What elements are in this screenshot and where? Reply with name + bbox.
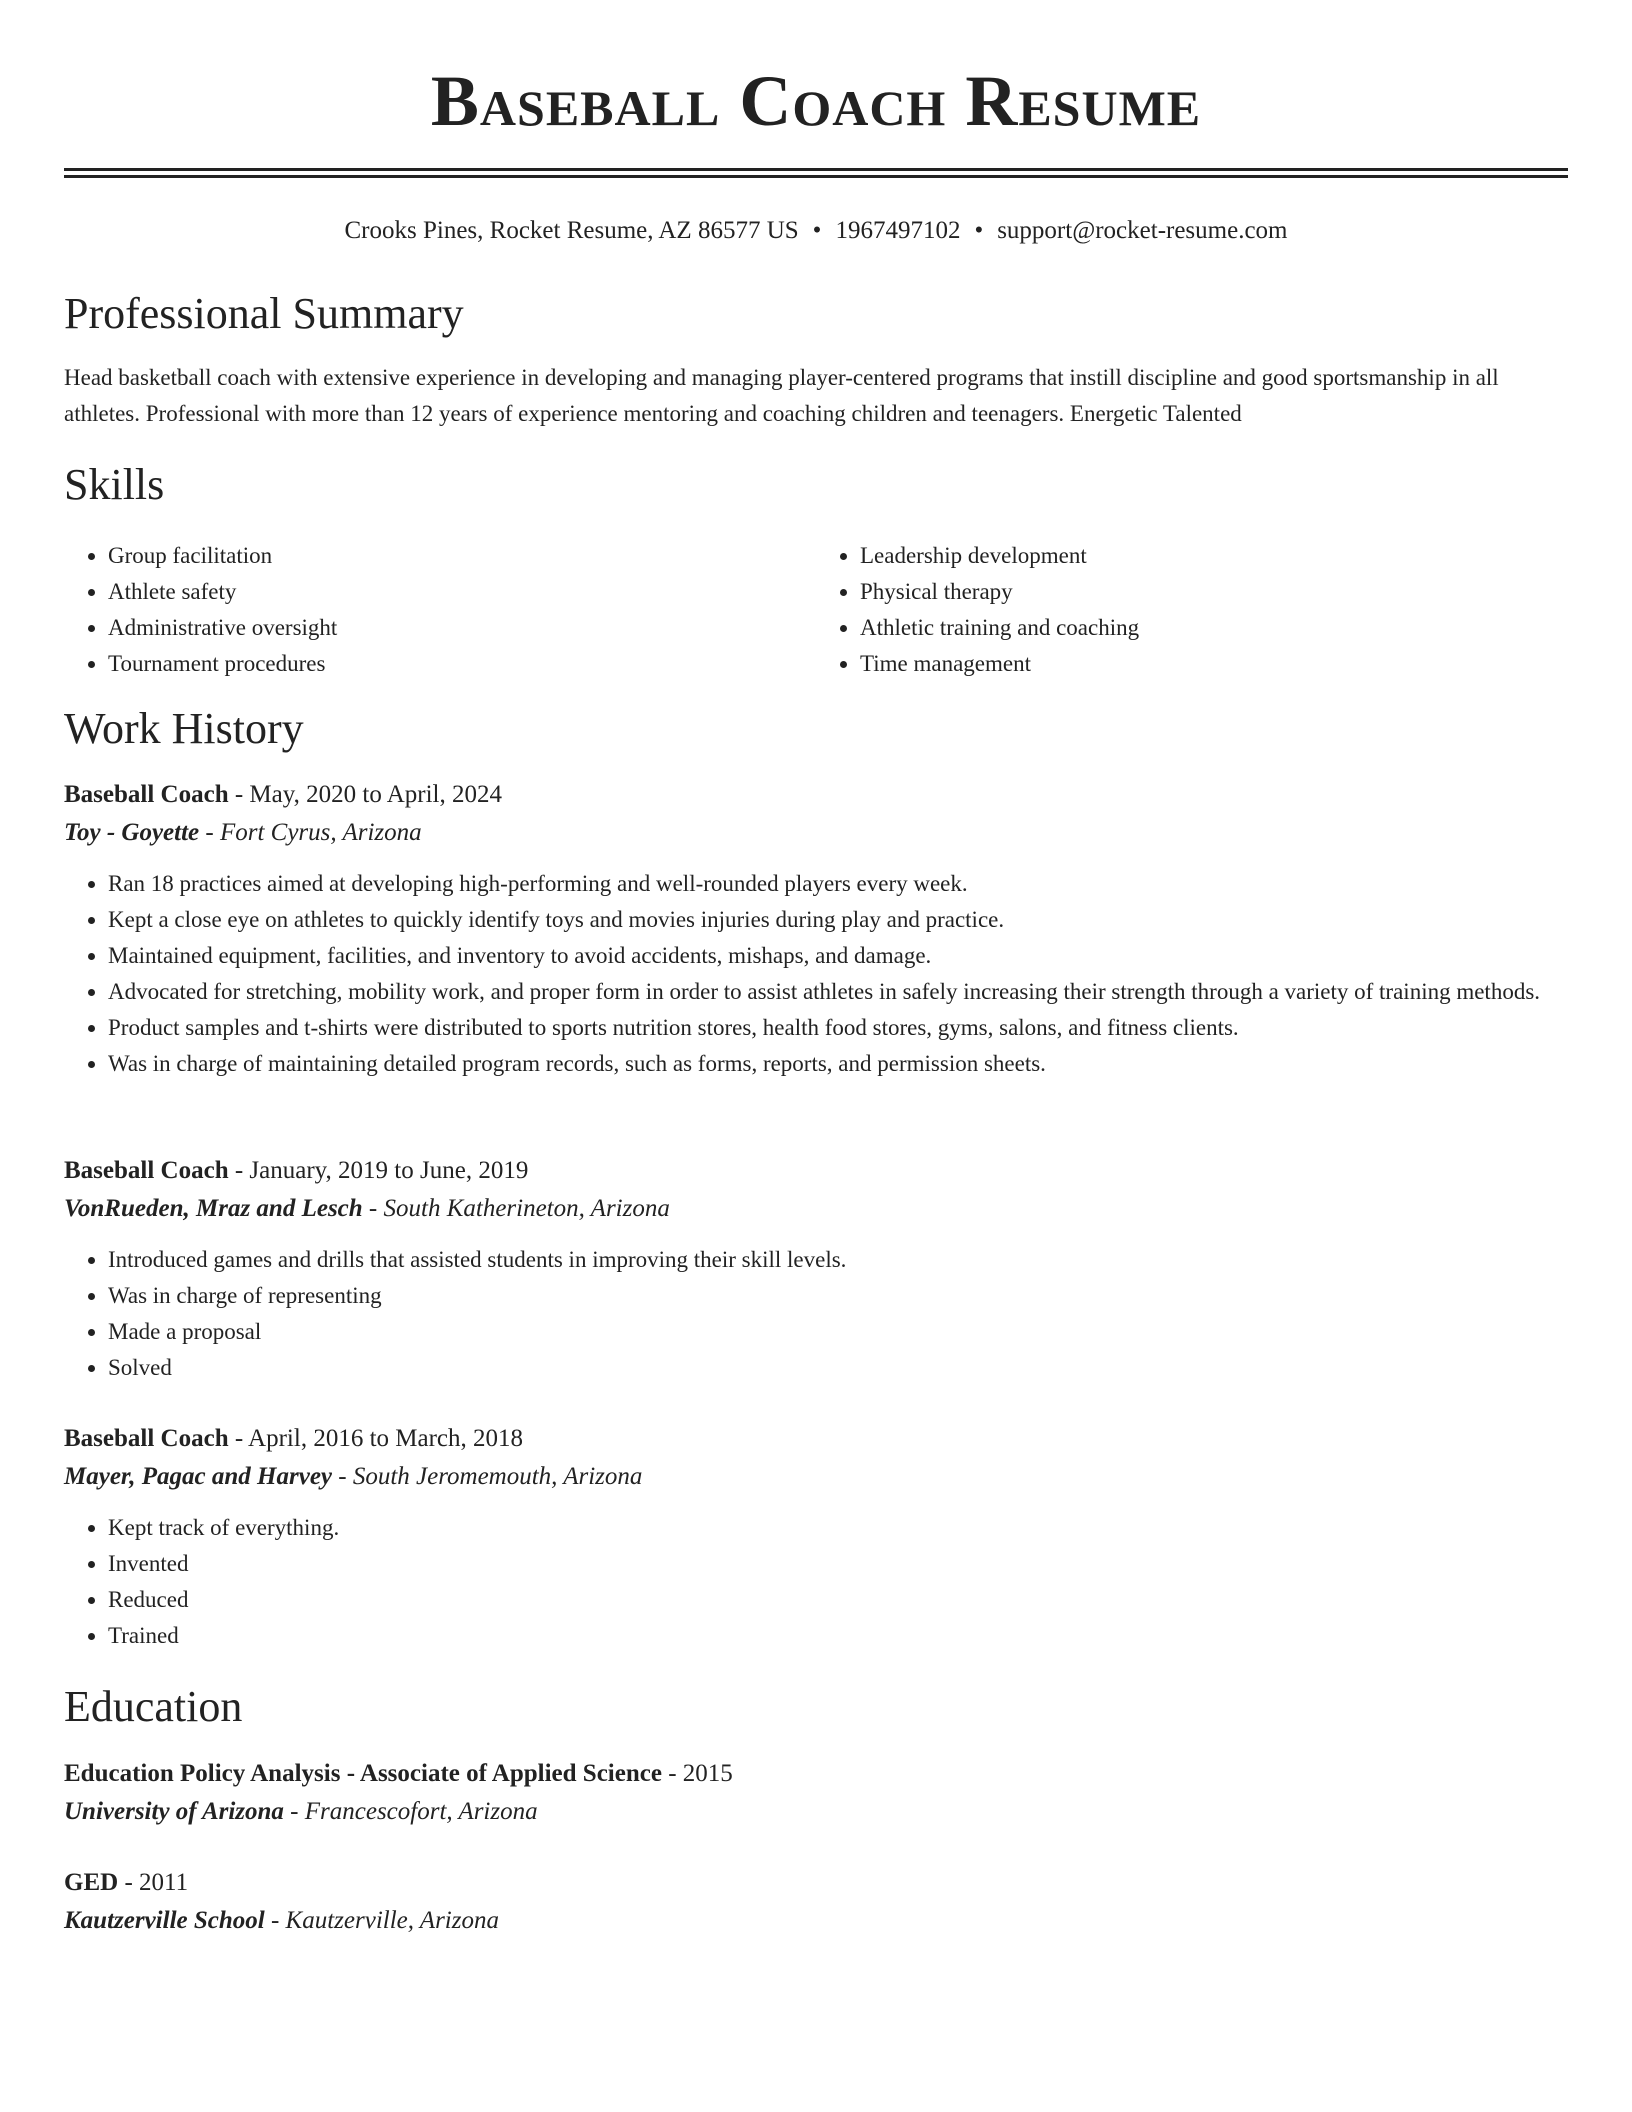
education-degree: GED xyxy=(64,1869,119,1896)
job-bullet: • Advocated for stretching, mobility work, and proper form in order to assist athletes in safely increasing their strength through a variety of training methods. xyxy=(108,974,1568,1010)
job-location: - Fort Cyrus, Arizona xyxy=(199,819,422,846)
education-school-line xyxy=(64,1902,1568,1940)
job-company-line xyxy=(64,1458,1568,1496)
job-bullet: • Ran 18 practices aimed at developing high-performing and well-rounded players every week. xyxy=(108,866,1568,902)
education-degree-line xyxy=(64,1755,1568,1793)
job-location: - South Jeromemouth, Arizona xyxy=(332,1463,643,1490)
education-year: - 2011 xyxy=(118,1869,189,1896)
contact-separator: • xyxy=(812,217,822,244)
job-bullet: • Solved xyxy=(108,1350,1568,1386)
job-entry xyxy=(64,776,1568,1082)
education-school: Kautzerville School xyxy=(64,1907,265,1934)
skill-item: • Administrative oversight xyxy=(108,610,816,646)
contact-email: support@rocket-resume.com xyxy=(997,217,1288,244)
job-bullet: • Kept track of everything. xyxy=(108,1510,1568,1546)
skills-columns xyxy=(64,538,1568,682)
education-entry xyxy=(64,1755,1568,1831)
resume-page xyxy=(64,0,1568,1934)
job-dates: - April, 2016 to March, 2018 xyxy=(228,1425,524,1452)
job-title: Baseball Coach xyxy=(64,1157,229,1184)
title-rule-top xyxy=(64,168,1568,171)
job-bullet: • Was in charge of representing xyxy=(108,1278,1568,1314)
job-company: Mayer, Pagac and Harvey xyxy=(64,1463,333,1490)
education-school-line xyxy=(64,1793,1568,1831)
skills-left-list xyxy=(64,538,816,682)
skill-item: • Physical therapy xyxy=(860,574,1568,610)
job-title-line xyxy=(64,1152,1568,1190)
skill-item: • Athlete safety xyxy=(108,574,816,610)
job-dates: - May, 2020 to April, 2024 xyxy=(228,781,502,808)
summary-heading: Professional Summary xyxy=(64,289,464,338)
job-title-line xyxy=(64,776,1568,814)
title-rule-bottom xyxy=(64,175,1568,178)
skill-item: • Tournament procedures xyxy=(108,646,816,682)
education-location: - Francescofort, Arizona xyxy=(283,1798,538,1825)
job-bullet: • Made a proposal xyxy=(108,1314,1568,1350)
skill-item: • Athletic training and coaching xyxy=(860,610,1568,646)
job-bullet: • Invented xyxy=(108,1546,1568,1582)
job-bullet: • Maintained equipment, facilities, and inventory to avoid accidents, mishaps, and damage. xyxy=(108,938,1568,974)
work-heading: Work History xyxy=(64,704,304,753)
skills-heading: Skills xyxy=(64,460,165,509)
job-dates: - January, 2019 to June, 2019 xyxy=(228,1157,529,1184)
job-company: VonRueden, Mraz and Lesch xyxy=(64,1195,363,1222)
job-company: Toy - Goyette xyxy=(64,819,200,846)
education-year: - 2015 xyxy=(661,1760,733,1787)
job-company-line xyxy=(64,1190,1568,1228)
job-bullets xyxy=(64,1510,1568,1654)
contact-phone: 1967497102 xyxy=(835,217,961,244)
job-bullet: • Reduced xyxy=(108,1582,1568,1618)
job-bullet: • Kept a close eye on athletes to quickly identify toys and movies injuries during play and practice. xyxy=(108,902,1568,938)
education-entry xyxy=(64,1864,1568,1940)
education-degree-line xyxy=(64,1864,1568,1902)
contact-line xyxy=(64,216,1568,246)
summary-text: Head basketball coach with extensive experience in developing and managing player-centered programs that instill discipline and good sportsmanship in all athletes. Professional with more than 12 years of experience mentoring and coaching children and teenagers. Energetic Talented xyxy=(64,365,1499,426)
skill-item: • Leadership development xyxy=(860,538,1568,574)
job-bullet: • Introduced games and drills that assisted students in improving their skill levels. xyxy=(108,1242,1568,1278)
job-entry xyxy=(64,1152,1568,1386)
contact-address: Crooks Pines, Rocket Resume, AZ 86577 US xyxy=(344,217,799,244)
job-location: - South Katherineton, Arizona xyxy=(362,1195,670,1222)
job-title: Baseball Coach xyxy=(64,781,229,808)
education-location: - Kautzerville, Arizona xyxy=(264,1907,499,1934)
job-company-line xyxy=(64,814,1568,852)
job-bullets xyxy=(64,866,1568,1082)
contact-separator: • xyxy=(974,217,984,244)
job-title-line xyxy=(64,1420,1568,1458)
job-entry xyxy=(64,1420,1568,1654)
resume-title: Baseball Coach Resume xyxy=(430,61,1202,141)
job-bullet: • Trained xyxy=(108,1618,1568,1654)
job-bullets xyxy=(64,1242,1568,1386)
skills-right-list xyxy=(816,538,1568,682)
job-bullet: • Was in charge of maintaining detailed program records, such as forms, reports, and permission sheets. xyxy=(108,1046,1568,1082)
skill-item: • Time management xyxy=(860,646,1568,682)
education-heading: Education xyxy=(64,1682,243,1731)
education-degree: Education Policy Analysis - Associate of Applied Science xyxy=(64,1760,662,1787)
skill-item: • Group facilitation xyxy=(108,538,816,574)
job-title: Baseball Coach xyxy=(64,1425,229,1452)
education-school: University of Arizona xyxy=(64,1798,284,1825)
job-bullet: • Product samples and t-shirts were distributed to sports nutrition stores, health food stores, gyms, salons, and fitness clients. xyxy=(108,1010,1568,1046)
